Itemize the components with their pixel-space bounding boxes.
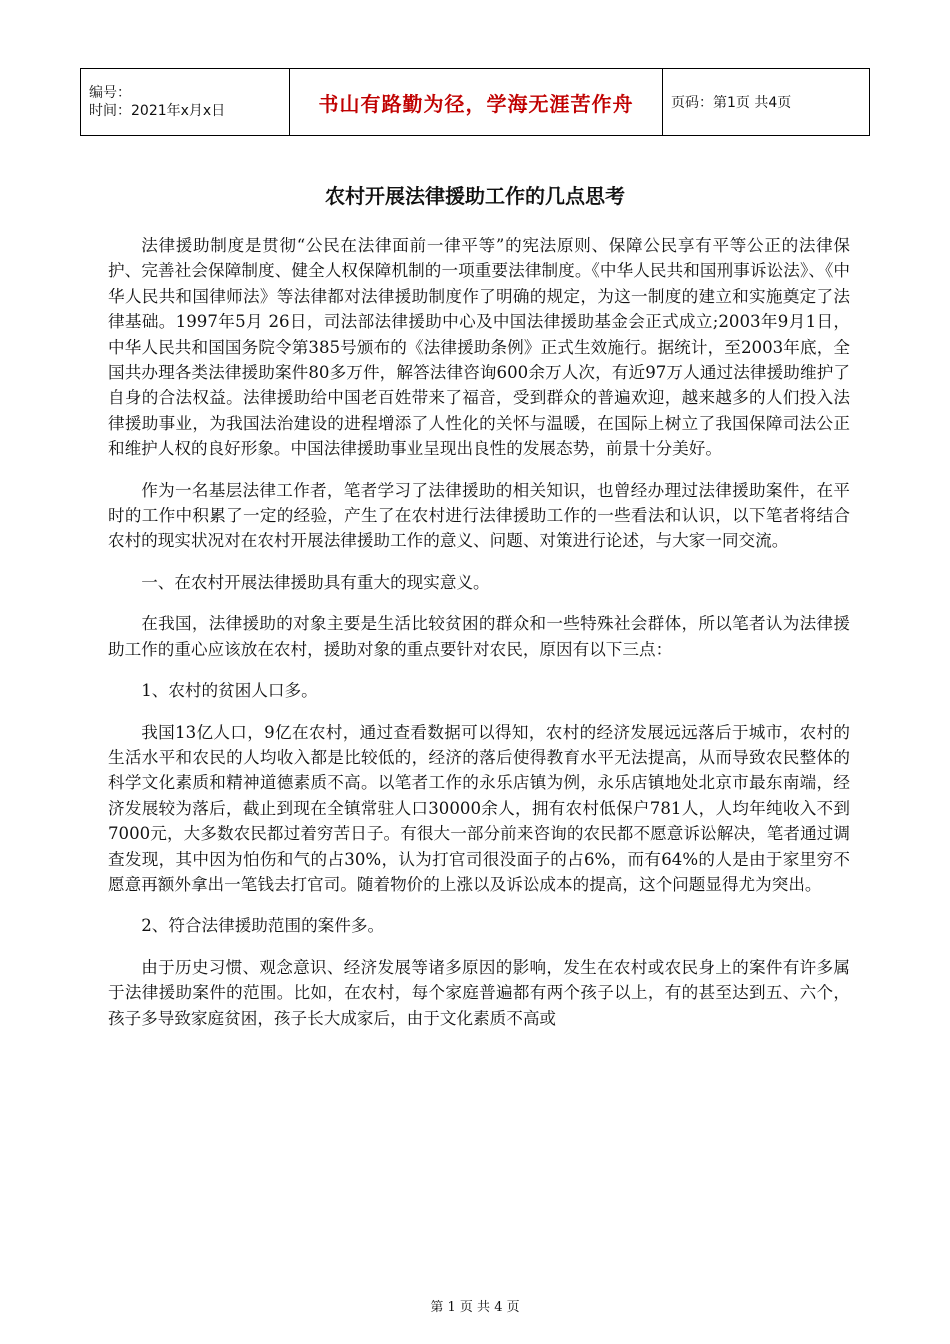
document-body bbox=[108, 233, 850, 1047]
subsection-heading: 1、农村的贫困人口多。 bbox=[141, 681, 318, 701]
number-label: 编号： bbox=[89, 85, 131, 101]
document-title: 农村开展法律援助工作的几点思考 bbox=[325, 184, 625, 208]
paragraph: 我国13亿人口，9亿在农村，通过查看数据可以得知，农村的经济发展远远落后于城市，农村的生活水平和农民的人均收入都是比较低的，经济的落后使得教育水平无法提高，从而导致农民整体的科学文化素质和精神道德素质不高。以笔者工作的永乐店镇为例，永乐店镇地处北京市最东南端，经济发展较为落后，截止到现在全镇常驻人口30000余人，拥有农村低保户781人，人均年纯收入不到7000元，大多数农民都过着穷苦日子。有很大一部分前来咨询的农民都不愿意诉讼解决，笔者通过调查发现，其中因为怕伤和气的占30%，认为打官司很没面子的占6%，而有64%的人是由于家里穷不愿意再额外拿出一笔钱去打官司。随着物价的上涨以及诉讼成本的提高，这个问题显得尤为突出。 bbox=[108, 722, 850, 894]
paragraph: 由于历史习惯、观念意识、经济发展等诸多原因的影响，发生在农村或农民身上的案件有许多属于法律援助案件的范围。比如，在农村，每个家庭普遍都有两个孩子以上，有的甚至达到五、六个，孩子多导致家庭贫困，孩子长大成家后，由于文化素质不高或 bbox=[108, 957, 850, 1028]
paragraph: 作为一名基层法律工作者，笔者学习了法律援助的相关知识，也曾经办理过法律援助案件，在平时的工作中积累了一定的经验，产生了在农村进行法律援助工作的一些看法和认识，以下笔者将结合农村的现实状况对在农村开展法律援助工作的意义、问题、对策进行论述，与大家一同交流。 bbox=[108, 480, 850, 551]
paragraph: 法律援助制度是贯彻“公民在法律面前一律平等”的宪法原则、保障公民享有平等公正的法律保护、完善社会保障制度、健全人权保障机制的一项重要法律制度。《中华人民共和国刑事诉讼法》、《中华人民共和国律师法》等法律都对法律援助制度作了明确的规定，为这一制度的建立和实施奠定了法律基础。1997年5月 26日，司法部法律援助中心及中国法律援助基金会正式成立;2003年9月1日，中华人民共和国国务院令第385号颁布的《法律援助条例》正式生效施行。据统计，至2003年底，全国共办理各类法律援助案件80多万件，解答法律咨询600余万人次，有近97万人通过法律援助维护了自身的合法权益。法律援助给中国老百姓带来了福音，受到群众的普遍欢迎，越来越多的人们投入法律援助事业，为我国法治建设的进程增添了人性化的关怀与温暖，在国际上树立了我国保障司法公正和维护人权的良好形象。中国法律援助事业呈现出良性的发展态势，前景十分美好。 bbox=[108, 236, 850, 459]
header-page-info: 页码：第1页 共4页 bbox=[663, 69, 870, 136]
document-header bbox=[80, 68, 870, 136]
header-meta bbox=[81, 69, 290, 136]
date-label: 时间：2021年x月x日 bbox=[89, 103, 226, 119]
page-footer: 第 1 页 共 4 页 bbox=[430, 1300, 520, 1315]
paragraph: 在我国，法律援助的对象主要是生活比较贫困的群众和一些特殊社会群体，所以笔者认为法律援助工作的重心应该放在农村，援助对象的重点要针对农民，原因有以下三点： bbox=[108, 614, 850, 659]
section-heading: 一、在农村开展法律援助具有重大的现实意义。 bbox=[141, 572, 490, 592]
header-motto: 书山有路勤为径，学海无涯苦作舟 bbox=[290, 69, 663, 136]
subsection-heading: 2、符合法律援助范围的案件多。 bbox=[141, 916, 385, 936]
